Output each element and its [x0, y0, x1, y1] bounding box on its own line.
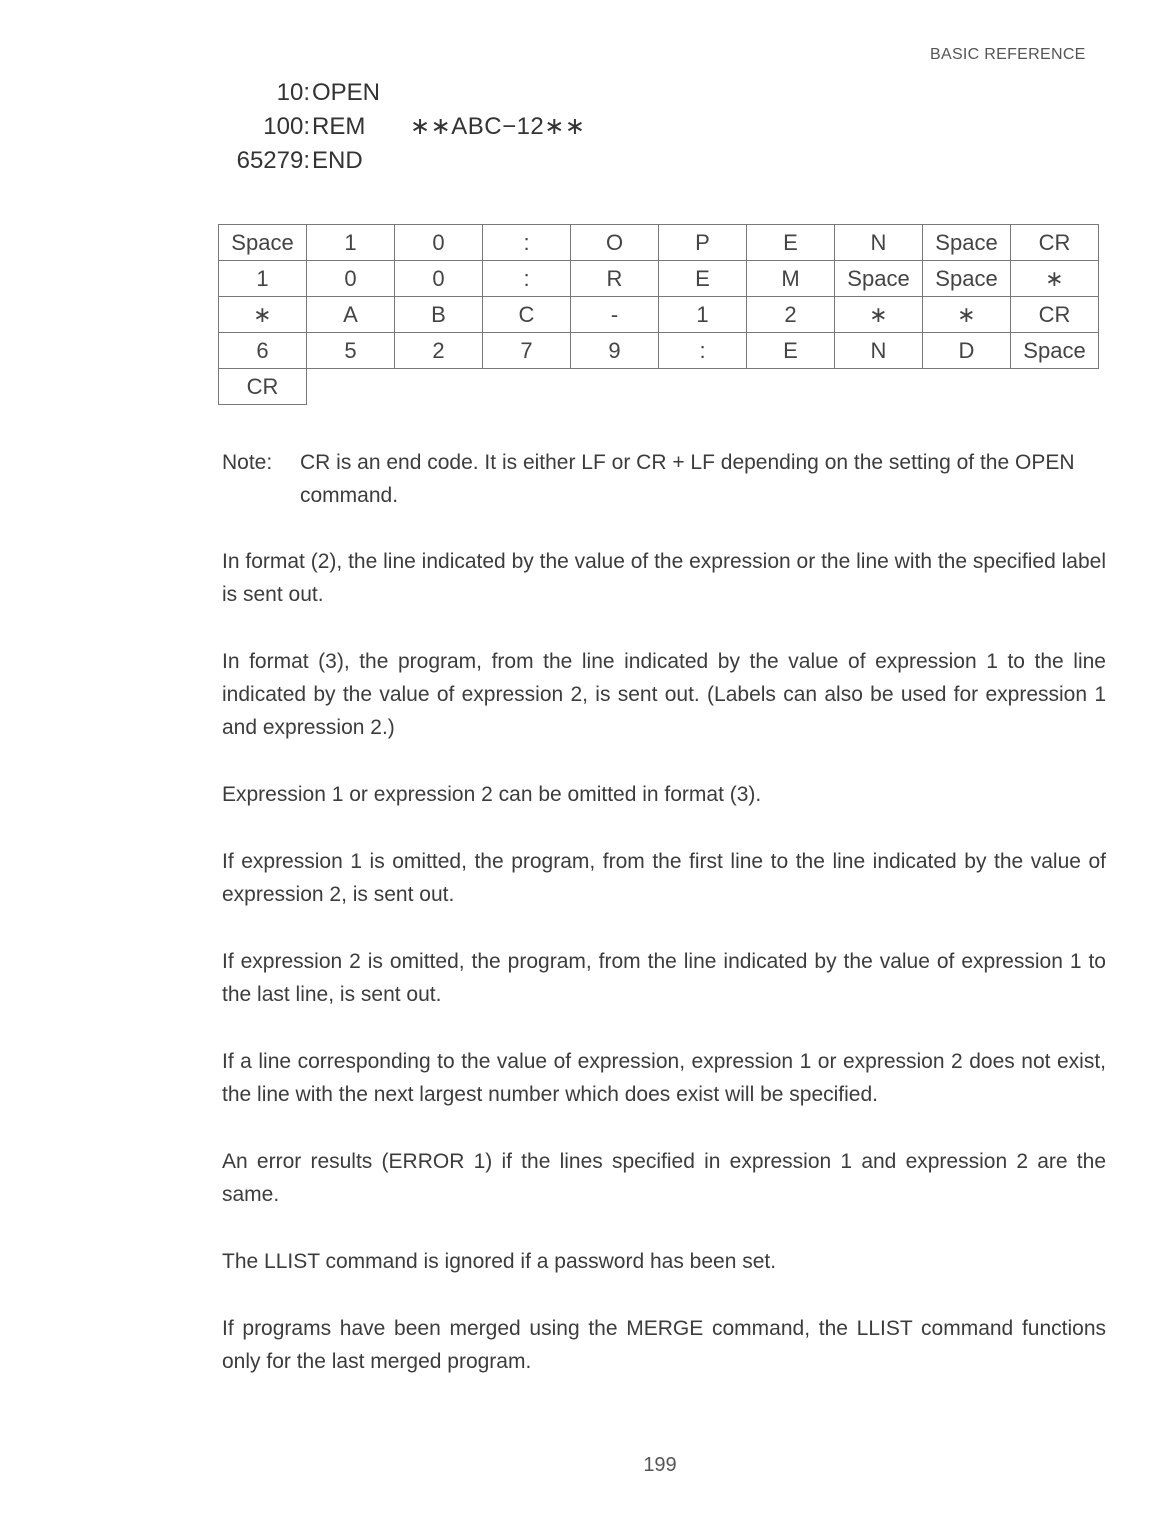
empty-cell	[747, 369, 835, 405]
table-cell: 6	[219, 333, 307, 369]
table-cell: R	[571, 261, 659, 297]
table-cell: CR	[1011, 297, 1099, 333]
empty-cell	[395, 369, 483, 405]
table-cell: ∗	[835, 297, 923, 333]
table-cell: O	[571, 225, 659, 261]
line-number: 10:	[276, 79, 310, 106]
note-label: Note:	[222, 451, 273, 474]
table-cell: CR	[1011, 225, 1099, 261]
line-command: OPEN	[312, 79, 381, 106]
table-cell: Space	[835, 261, 923, 297]
paragraph: If expression 1 is omitted, the program, from the first line to the line indicated by the value of expression 2, is sent out.	[222, 850, 1106, 906]
table-cell: -	[571, 297, 659, 333]
line-number: 65279:	[236, 147, 310, 174]
table-cell: ∗	[923, 297, 1011, 333]
table-cell: Space	[1011, 333, 1099, 369]
table-cell: :	[659, 333, 747, 369]
table-cell: Space	[923, 225, 1011, 261]
table-cell: A	[307, 297, 395, 333]
byte-sequence-table	[218, 224, 1099, 405]
table-cell: Space	[923, 261, 1011, 297]
table-row	[219, 333, 1099, 369]
code-example	[218, 76, 586, 178]
table-cell: E	[747, 333, 835, 369]
table-cell: N	[835, 225, 923, 261]
empty-cell	[1011, 369, 1099, 405]
line-command: END	[312, 147, 363, 174]
empty-cell	[923, 369, 1011, 405]
table-cell: D	[923, 333, 1011, 369]
body-text	[222, 545, 1106, 1412]
table-cell: Space	[219, 225, 307, 261]
paragraph: In format (2), the line indicated by the value of the expression or the line with the specified label is sent out.	[222, 550, 1106, 606]
table-row	[219, 369, 1099, 405]
empty-cell	[571, 369, 659, 405]
paragraph: If a line corresponding to the value of expression, expression 1 or expression 2 does not exist, the line with the next largest number which does exist will be specified.	[222, 1050, 1106, 1106]
paragraph: In format (3), the program, from the line indicated by the value of expression 1 to the line indicated by the value of expression 2, is sent out. (Labels can also be used for expression 1 and expression 2.)	[222, 650, 1106, 739]
table-cell: 0	[395, 225, 483, 261]
table-cell: E	[659, 261, 747, 297]
page-number: 199	[643, 1454, 677, 1476]
running-header: BASIC REFERENCE	[930, 46, 1086, 63]
table-row	[219, 297, 1099, 333]
table-cell: 0	[395, 261, 483, 297]
paragraph: If programs have been merged using the MERGE command, the LLIST command functions only for the last merged program.	[222, 1317, 1106, 1373]
line-argument: ∗∗ABC−12∗∗	[410, 113, 586, 140]
table-cell: :	[483, 261, 571, 297]
paragraph: If expression 2 is omitted, the program, from the line indicated by the value of expression 1 to the last line, is sent out.	[222, 950, 1106, 1006]
table-cell: B	[395, 297, 483, 333]
note-text: CR is an end code. It is either LF or CR + LF depending on the setting of the OPEN command.	[300, 451, 1075, 507]
table-row	[219, 261, 1099, 297]
code-line	[218, 76, 586, 110]
table-cell: :	[483, 225, 571, 261]
table-cell: 1	[659, 297, 747, 333]
table-cell: C	[483, 297, 571, 333]
empty-cell	[659, 369, 747, 405]
note-block	[222, 446, 1106, 512]
paragraph: An error results (ERROR 1) if the lines specified in expression 1 and expression 2 are the same.	[222, 1150, 1106, 1206]
table-cell: 2	[395, 333, 483, 369]
paragraph: The LLIST command is ignored if a password has been set.	[222, 1250, 777, 1273]
paragraph: Expression 1 or expression 2 can be omitted in format (3).	[222, 783, 762, 806]
table-cell: M	[747, 261, 835, 297]
table-row	[219, 225, 1099, 261]
line-command: REM	[312, 113, 366, 140]
table-cell: 2	[747, 297, 835, 333]
table-cell: 1	[307, 225, 395, 261]
table-cell: 5	[307, 333, 395, 369]
line-number: 100:	[263, 113, 310, 140]
table-cell: E	[747, 225, 835, 261]
table-cell: 9	[571, 333, 659, 369]
code-line	[218, 110, 586, 144]
code-line	[218, 144, 586, 178]
table-cell: ∗	[1011, 261, 1099, 297]
table-cell: N	[835, 333, 923, 369]
table-cell: 1	[219, 261, 307, 297]
empty-cell	[835, 369, 923, 405]
table-cell: 7	[483, 333, 571, 369]
empty-cell	[483, 369, 571, 405]
table-cell: 0	[307, 261, 395, 297]
empty-cell	[307, 369, 395, 405]
table-cell: CR	[219, 369, 307, 405]
table-cell: ∗	[219, 297, 307, 333]
table-cell: P	[659, 225, 747, 261]
